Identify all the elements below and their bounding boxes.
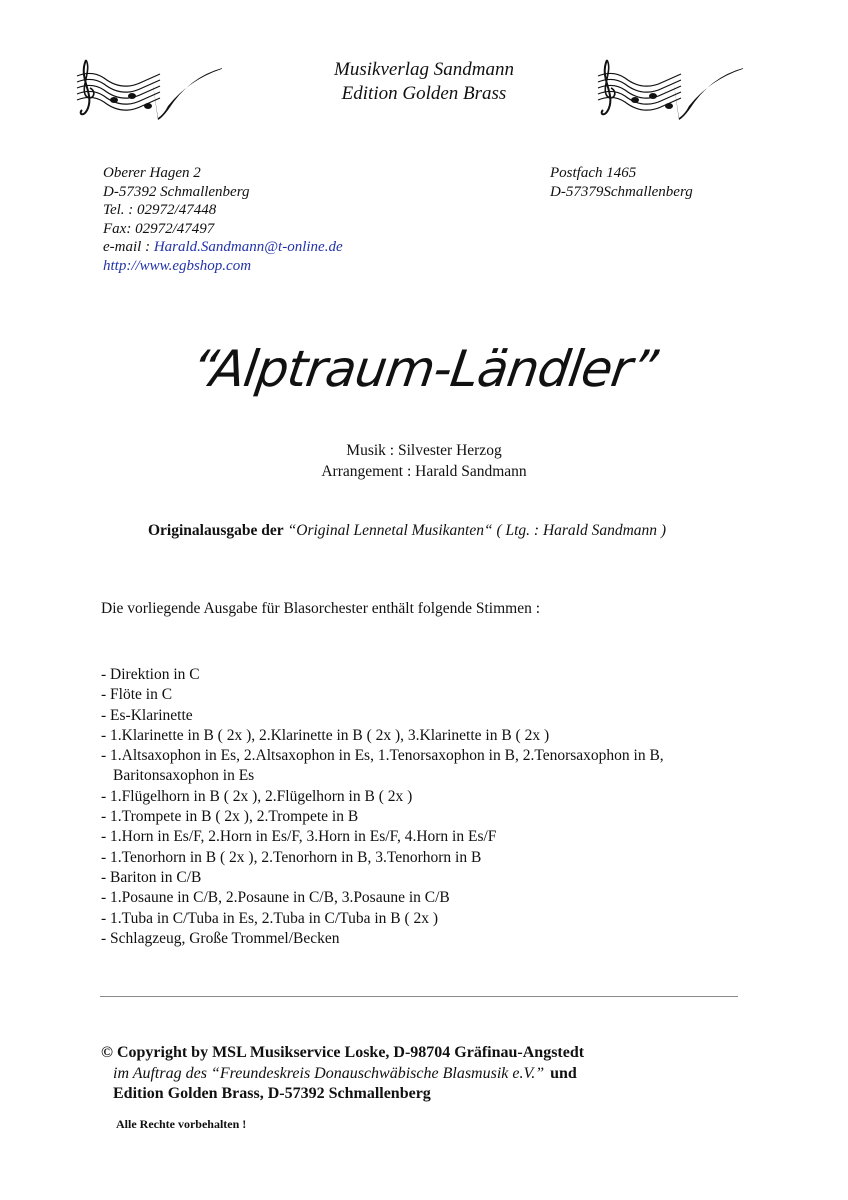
divider [100, 996, 738, 997]
original-edition-ensemble: “Original Lennetal Musikanten“ ( Ltg. : Harald Sandmann ) [287, 522, 667, 539]
part-item: - Es-Klarinette [101, 706, 193, 724]
part-item: - 1.Altsaxophon in Es, 2.Altsaxophon in Es, 1.Tenorsaxophon in B, 2.Tenorsaxophon in B, [101, 747, 664, 765]
parts-intro: Die vorliegende Ausgabe für Blasorchester enthält folgende Stimmen : [101, 600, 541, 617]
part-item: - Schlagzeug, Große Trommel/Becken [101, 929, 340, 947]
part-item: - 1.Posaune in C/B, 2.Posaune in C/B, 3.Posaune in C/B [101, 889, 450, 907]
credits [0, 440, 848, 482]
publisher-edition: Edition Golden Brass [341, 83, 507, 104]
edition-line: Edition Golden Brass, D-57392 Schmallenberg [113, 1085, 431, 1102]
piece-title: “Alptraum-Ländler” [187, 340, 661, 398]
part-item: - 1.Flügelhorn in B ( 2x ), 2.Flügelhorn in B ( 2x ) [101, 787, 413, 805]
address-postbox-city: D-57379Schmallenberg [550, 183, 693, 200]
part-item: - 1.Klarinette in B ( 2x ), 2.Klarinette in B ( 2x ), 3.Klarinette in B ( 2x ) [101, 726, 550, 744]
email-label: e-mail : [103, 239, 154, 255]
part-item: - Flöte in C [101, 686, 173, 704]
arranger: Arrangement : Harald Sandmann [321, 463, 527, 480]
part-item: - 1.Horn in Es/F, 2.Horn in Es/F, 3.Horn in Es/F, 4.Horn in Es/F [101, 828, 497, 846]
address-fax: Fax: 02972/47497 [103, 220, 215, 237]
address-right [550, 164, 693, 201]
publisher-header [0, 58, 848, 106]
address-phone: Tel. : 02972/47448 [103, 202, 217, 218]
original-edition-label: Originalausgabe der [148, 522, 284, 539]
composer: Musik : Silvester Herzog [346, 442, 502, 459]
part-item: - Bariton in C/B [101, 868, 202, 886]
email-link[interactable]: Harald.Sandmann@t-online.de [153, 239, 343, 255]
address-left [103, 164, 343, 275]
publisher-name: Musikverlag Sandmann [334, 59, 514, 80]
address-street: Oberer Hagen 2 [103, 165, 201, 181]
commission-text: im Auftrag des “Freundeskreis Donauschwäbische Blasmusik e.V.” [113, 1064, 545, 1082]
copyright-line: © Copyright by MSL Musikservice Loske, D-98704 Gräfinau-Angstedt [101, 1044, 585, 1061]
part-item: - Direktion in C [101, 666, 200, 683]
copyright-block [101, 1043, 584, 1105]
website-link[interactable]: http://www.egbshop.com [103, 257, 252, 274]
address-city: D-57392 Schmallenberg [103, 183, 250, 200]
part-item: - 1.Trompete in B ( 2x ), 2.Trompete in B [101, 808, 359, 826]
commission-line [101, 1064, 584, 1085]
rights-reserved: Alle Rechte vorbehalten ! [116, 1117, 247, 1131]
address-email-row [103, 238, 343, 257]
original-edition [148, 522, 666, 540]
part-item-continuation: Baritonsaxophon in Es [113, 767, 255, 785]
address-postbox: Postfach 1465 [550, 165, 637, 181]
parts-list [101, 665, 664, 949]
commission-and: und [550, 1064, 577, 1082]
part-item: - 1.Tuba in C/Tuba in Es, 2.Tuba in C/Tuba in B ( 2x ) [101, 909, 439, 927]
part-item: - 1.Tenorhorn in B ( 2x ), 2.Tenorhorn in B, 3.Tenorhorn in B [101, 848, 482, 866]
